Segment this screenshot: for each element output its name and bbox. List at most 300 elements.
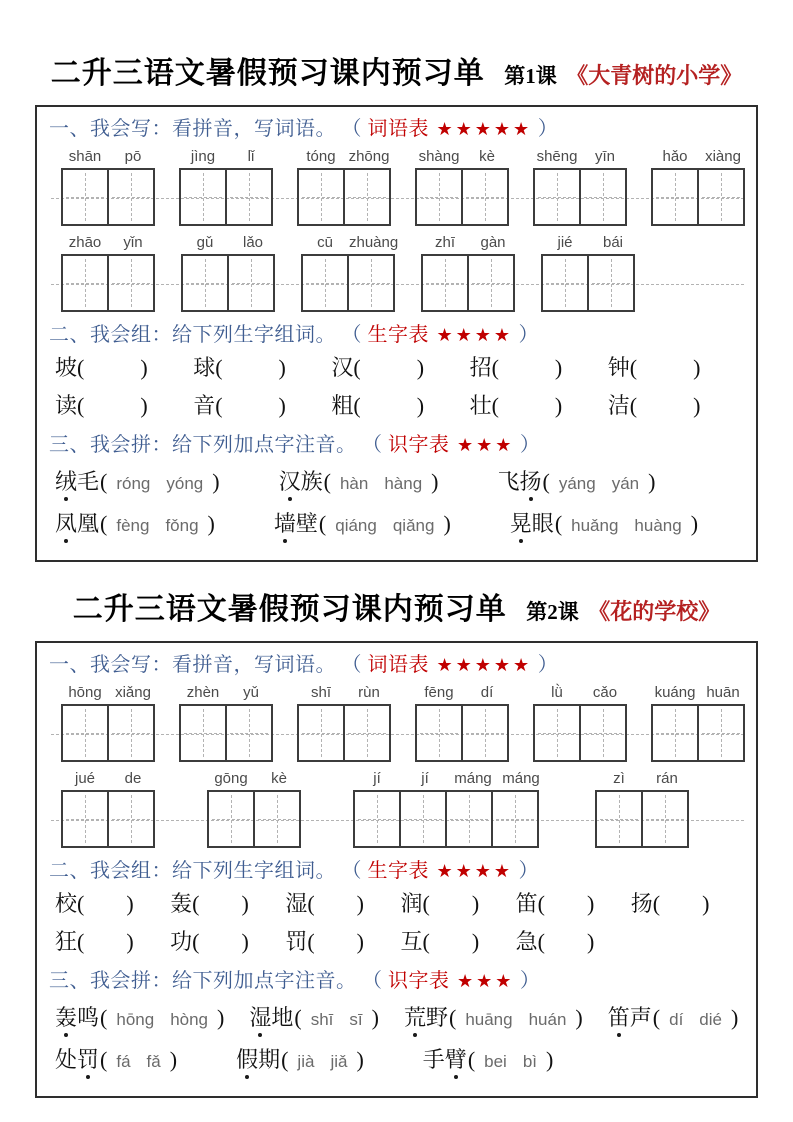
pinyin-syllable: cǎo (592, 684, 618, 701)
paren-open: ( (100, 1005, 108, 1030)
paren-close: ) (278, 393, 286, 418)
pinyin-syllable: jué (74, 770, 96, 787)
dotted-character: 笛 (607, 1005, 630, 1030)
writing-cells (533, 704, 629, 762)
pinyin-option-b: hàng (384, 474, 423, 493)
star-rating: ★★★★ (436, 325, 514, 345)
zuci-character: 读 (55, 393, 78, 418)
word-character: 野 (425, 1005, 448, 1030)
zuci-item (170, 890, 285, 918)
pinyin-syllable: shàng (418, 148, 460, 165)
paren-close: ) (169, 1047, 178, 1072)
zuci-item (285, 928, 400, 956)
writing-cells (297, 168, 393, 226)
pinyin-option-b: yóng (166, 474, 204, 493)
pinyin-syllable: lǎo (242, 234, 264, 251)
paren-open: ( (537, 891, 545, 916)
paren-close: ) (431, 469, 439, 494)
paren-close: ) (212, 469, 220, 494)
zuci-item (631, 890, 746, 918)
pinyin-syllables (415, 148, 511, 168)
paren-close: ) (586, 929, 595, 954)
dotted-character: 凤 (55, 511, 78, 536)
heading-text: 一、我会写：看拼音，写词语。 (49, 654, 336, 676)
paren-open: （ (341, 654, 362, 676)
pinyin-syllables (353, 770, 545, 790)
make-words-grid (49, 890, 746, 956)
writing-cell (107, 168, 155, 226)
paren-open: （ (362, 970, 383, 992)
paren-close: ) (241, 929, 249, 954)
zuci-character: 洁 (607, 393, 630, 418)
paren-close: ) (554, 393, 563, 418)
pinyin-option-a: huǎng (571, 516, 619, 535)
section-write-heading (49, 650, 746, 680)
paren-open: ( (307, 891, 315, 916)
pinyin-word-group (61, 234, 157, 312)
writing-cell (297, 704, 345, 762)
lesson-book-title: 《大青树的小学》 (566, 63, 743, 88)
zhuyin-item (55, 468, 221, 498)
pinyin-word-group (301, 234, 397, 312)
pinyin-word-group (651, 148, 747, 226)
paren-close: ) (371, 1005, 379, 1030)
pinyin-option-a: bei (484, 1052, 507, 1071)
zuci-item (331, 354, 469, 382)
star-rating: ★★★ (457, 971, 515, 991)
pinyin-word-group (181, 234, 277, 312)
writing-cells (179, 704, 275, 762)
writing-cell (107, 704, 155, 762)
zuci-row (49, 354, 746, 382)
dotted-word (497, 468, 541, 496)
writing-cells (651, 704, 747, 762)
dotted-word (249, 1004, 293, 1032)
pinyin-option-a: shī (310, 1010, 334, 1029)
paren-close: ) (546, 1047, 554, 1072)
pinyin-word-group (541, 234, 637, 312)
section-group-heading (49, 320, 746, 350)
zuci-item (170, 928, 285, 956)
writing-cell (343, 168, 391, 226)
pinyin-syllable: pō (124, 148, 142, 165)
writing-cells (421, 254, 517, 312)
paren-close: ） (537, 654, 559, 676)
zhuyin-item (55, 510, 216, 540)
writing-cell (579, 168, 627, 226)
zuci-character: 功 (170, 929, 193, 954)
pinyin-syllable: jié (557, 234, 573, 251)
paren-close: ) (471, 929, 480, 954)
paren-close: ) (554, 355, 563, 380)
writing-cells (61, 790, 157, 848)
writing-cell (587, 254, 635, 312)
pinyin-syllables (297, 148, 393, 168)
pinyin-word-group (61, 148, 157, 226)
star-rating: ★★★ (457, 435, 515, 455)
writing-cell (641, 790, 689, 848)
pinyin-row (49, 684, 746, 762)
paren-open: ( (281, 1047, 289, 1072)
paren-open: ( (77, 929, 85, 954)
lesson-number: 第1课 (504, 64, 557, 88)
zuci-item (331, 392, 469, 420)
table-label: 生字表 (367, 324, 429, 346)
paren-open: ( (448, 1005, 457, 1030)
writing-cells (207, 790, 303, 848)
writing-cells (61, 168, 157, 226)
section-pinyin-heading (49, 966, 746, 996)
dotted-word (55, 510, 99, 538)
paren-close: ） (537, 118, 559, 140)
lesson-book-title: 《花的学校》 (588, 599, 721, 624)
writing-cells (651, 168, 747, 226)
paren-open: ( (422, 891, 430, 916)
pinyin-syllables (297, 684, 393, 704)
pinyin-syllable: rùn (358, 684, 380, 701)
zuci-item (470, 392, 608, 420)
zuci-character: 球 (193, 355, 216, 380)
writing-cell (343, 704, 391, 762)
pinyin-syllables (181, 234, 277, 254)
writing-cells (533, 168, 629, 226)
pinyin-syllable: zhuàng (349, 234, 399, 251)
pinyin-option-b: qiǎng (392, 516, 435, 535)
zhuyin-item (423, 1046, 555, 1076)
pinyin-syllable: hōng (68, 684, 102, 701)
pinyin-syllable: yīn (594, 148, 615, 165)
word-character: 地 (271, 1005, 294, 1030)
paren-close: ) (356, 891, 364, 916)
writing-cell (445, 790, 493, 848)
pinyin-syllables (61, 234, 157, 254)
dotted-word (55, 1046, 99, 1074)
pinyin-syllable: shān (68, 148, 102, 165)
pinyin-word-group (533, 148, 629, 226)
zhuyin-row (49, 510, 746, 540)
zuci-character: 湿 (285, 891, 308, 916)
pinyin-option-b: fǎ (146, 1052, 161, 1071)
writing-cell (107, 790, 155, 848)
pinyin-syllable: huān (706, 684, 740, 701)
heading-text: 三、我会拼：给下列加点字注音。 (49, 970, 357, 992)
writing-cell (491, 790, 539, 848)
pinyin-word-group (651, 684, 747, 762)
pinyin-row (49, 234, 746, 312)
writing-cell (179, 704, 227, 762)
zuci-item (193, 354, 331, 382)
writing-cell (461, 168, 509, 226)
heading-text: 三、我会拼：给下列加点字注音。 (49, 434, 357, 456)
word-character: 眼 (531, 511, 554, 536)
pinyin-writing-grid (49, 148, 746, 312)
dotted-word (279, 468, 323, 496)
zhuyin-item (236, 1046, 365, 1076)
zuci-character: 互 (400, 929, 423, 954)
worksheet-title-lesson2 (0, 562, 793, 628)
pinyin-option-b: hòng (170, 1010, 209, 1029)
pinyin-syllable: jí (373, 770, 381, 787)
zhuyin-item (55, 1004, 225, 1034)
paren-open: ( (192, 891, 200, 916)
zhuyin-item (510, 510, 699, 540)
writing-cells (415, 704, 511, 762)
table-label: 生字表 (367, 860, 429, 882)
word-character: 手 (422, 1047, 445, 1072)
zhuyin-row (49, 1004, 746, 1034)
pinyin-syllables (421, 234, 517, 254)
table-label: 词语表 (367, 118, 429, 140)
pinyin-option-b: huán (528, 1010, 567, 1029)
dotted-word (404, 1004, 448, 1032)
pinyin-row (49, 770, 746, 848)
paren-open: ( (652, 1005, 661, 1030)
zhuyin-row (49, 468, 746, 498)
zuci-item (193, 392, 331, 420)
pinyin-word-group (61, 770, 157, 848)
zuci-item (608, 392, 746, 420)
pinyin-syllable: cū (317, 234, 333, 251)
zuci-item (516, 928, 631, 956)
dotted-word (55, 1004, 99, 1032)
zuci-character: 汉 (331, 355, 354, 380)
zuci-character: 润 (400, 891, 423, 916)
pinyin-syllable: shī (310, 684, 331, 701)
pinyin-option-b: bì (522, 1052, 538, 1071)
pinyin-word-group (533, 684, 629, 762)
pinyin-syllable: shēng (536, 148, 578, 165)
pinyin-syllables (179, 148, 275, 168)
zuci-character: 坡 (55, 355, 78, 380)
writing-cells (415, 168, 511, 226)
pinyin-option-a: huāng (465, 1010, 513, 1029)
zuci-item (285, 890, 400, 918)
word-character: 飞 (497, 469, 520, 494)
paren-open: ( (554, 511, 563, 536)
pinyin-option-a: fèng (116, 516, 150, 535)
paren-close: ) (693, 393, 701, 418)
zhuyin-item (55, 1046, 178, 1076)
zhuyin-item (279, 468, 440, 498)
writing-cell (579, 704, 627, 762)
paren-open: ( (353, 355, 361, 380)
pinyin-word-group (179, 684, 275, 762)
pinyin-word-group (61, 684, 157, 762)
writing-cell (207, 790, 255, 848)
annotate-pinyin-grid (49, 468, 746, 540)
pinyin-syllable: máng (502, 770, 540, 787)
writing-cell (61, 704, 109, 762)
section-write-heading (49, 114, 746, 144)
writing-cell (107, 254, 155, 312)
pinyin-syllable: bái (602, 234, 624, 251)
pinyin-syllable: zhāo (68, 234, 102, 251)
zuci-character: 音 (193, 393, 216, 418)
pinyin-syllable: kè (271, 770, 287, 787)
pinyin-word-group (353, 770, 545, 848)
pinyin-word-group (421, 234, 517, 312)
zuci-item (400, 890, 515, 918)
pinyin-option-a: jià (297, 1052, 315, 1071)
paren-close: ) (241, 891, 249, 916)
pinyin-syllables (651, 684, 747, 704)
writing-cell (61, 790, 109, 848)
writing-cell (301, 254, 349, 312)
paren-open: ( (294, 1005, 302, 1030)
paren-close: ) (416, 393, 425, 418)
dotted-character: 湿 (249, 1005, 272, 1030)
paren-close: ) (648, 469, 656, 494)
zuci-item (400, 928, 515, 956)
writing-cell (225, 704, 273, 762)
section-pinyin-heading (49, 430, 746, 460)
pinyin-option-b: fǒng (165, 516, 199, 535)
writing-cell (181, 254, 229, 312)
paren-open: ( (323, 469, 331, 494)
pinyin-syllables (595, 770, 691, 790)
writing-cell (347, 254, 395, 312)
writing-cell (651, 704, 699, 762)
word-character: 毛 (77, 469, 100, 494)
writing-cell (467, 254, 515, 312)
writing-cells (179, 168, 275, 226)
paren-close: ) (126, 891, 134, 916)
pinyin-syllable: yǔ (243, 684, 259, 701)
make-words-grid (49, 354, 746, 420)
pinyin-word-group (415, 148, 511, 226)
pinyin-writing-grid (49, 684, 746, 848)
paren-close: ） (518, 324, 540, 346)
zhuyin-row (49, 1046, 746, 1076)
writing-cell (541, 254, 589, 312)
paren-open: ( (467, 1047, 476, 1072)
writing-cell (61, 168, 109, 226)
pinyin-syllable: lǜ (551, 684, 563, 701)
paren-close: ) (443, 511, 451, 536)
zhuyin-item (497, 468, 656, 498)
writing-cell (353, 790, 401, 848)
paren-close: ) (575, 1005, 583, 1030)
pinyin-syllable: de (124, 770, 142, 787)
paren-open: ( (77, 891, 85, 916)
paren-close: ) (140, 393, 148, 418)
paren-open: ( (491, 393, 499, 418)
paren-open: ( (100, 511, 108, 536)
word-character: 族 (300, 469, 323, 494)
writing-cell (421, 254, 469, 312)
heading-text: 二、我会组：给下列生字组词。 (49, 860, 336, 882)
page-title: 二升三语文暑假预习课内预习单 (50, 57, 485, 90)
zuci-character: 招 (469, 355, 492, 380)
paren-open: ( (652, 891, 661, 916)
dotted-word (274, 510, 318, 538)
paren-close: ) (126, 929, 134, 954)
zuci-character: 笛 (515, 891, 538, 916)
writing-cells (61, 704, 157, 762)
dotted-character: 罚 (77, 1047, 100, 1072)
paren-close: ） (518, 860, 540, 882)
pinyin-word-group (297, 148, 393, 226)
paren-close: ) (693, 355, 701, 380)
star-rating: ★★★★ (436, 861, 514, 881)
paren-open: ( (537, 929, 545, 954)
writing-cell (227, 254, 275, 312)
pinyin-syllable: kè (479, 148, 495, 165)
zuci-character: 轰 (170, 891, 193, 916)
writing-cell (595, 790, 643, 848)
pinyin-option-b: sī (349, 1010, 363, 1029)
paren-open: ( (542, 469, 550, 494)
zuci-row (49, 392, 746, 420)
writing-cell (179, 168, 227, 226)
paren-close: ) (278, 355, 286, 380)
pinyin-option-a: hàn (339, 474, 369, 493)
table-label: 识字表 (388, 434, 450, 456)
pinyin-syllable: zhōng (348, 148, 390, 165)
pinyin-syllable: dí (480, 684, 494, 701)
paren-close: ) (690, 511, 699, 536)
writing-cell (533, 704, 581, 762)
pinyin-syllables (207, 770, 303, 790)
pinyin-row (49, 148, 746, 226)
paren-open: （ (362, 434, 383, 456)
zuci-character: 壮 (469, 393, 492, 418)
pinyin-word-group (179, 148, 275, 226)
writing-cells (541, 254, 637, 312)
pinyin-word-group (297, 684, 393, 762)
writing-cell (415, 168, 463, 226)
pinyin-syllable: kuáng (654, 684, 696, 701)
pinyin-syllable: gǔ (196, 234, 214, 251)
word-character: 声 (629, 1005, 652, 1030)
paren-close: ) (730, 1005, 739, 1030)
paren-close: ) (140, 355, 148, 380)
pinyin-syllable: gàn (480, 234, 506, 251)
zuci-item (55, 928, 170, 956)
dotted-word (55, 468, 99, 496)
pinyin-option-b: jiǎ (330, 1052, 348, 1071)
dotted-character: 晃 (509, 511, 532, 536)
pinyin-syllable: tóng (306, 148, 336, 165)
zuci-item (608, 354, 746, 382)
paren-close: ) (586, 891, 595, 916)
paren-open: ( (353, 393, 361, 418)
zhuyin-item (608, 1004, 740, 1034)
writing-cell (651, 168, 699, 226)
lesson-number: 第2课 (526, 600, 579, 624)
pinyin-syllable: jí (421, 770, 429, 787)
zuci-item (55, 354, 193, 382)
pinyin-syllable: xiàng (705, 148, 741, 165)
zuci-item (55, 890, 170, 918)
paren-close: ) (471, 891, 480, 916)
paren-open: ( (629, 393, 638, 418)
zuci-row (49, 890, 746, 918)
zuci-character: 粗 (331, 393, 354, 418)
pinyin-syllable: rán (656, 770, 678, 787)
writing-cell (253, 790, 301, 848)
pinyin-syllables (301, 234, 397, 254)
zuci-item (516, 890, 631, 918)
writing-cell (225, 168, 273, 226)
table-label: 词语表 (367, 654, 429, 676)
pinyin-syllable: zì (613, 770, 625, 787)
dotted-character: 汉 (278, 469, 301, 494)
pinyin-syllables (651, 148, 747, 168)
writing-cell (415, 704, 463, 762)
zuci-character: 校 (55, 891, 78, 916)
writing-cells (181, 254, 277, 312)
